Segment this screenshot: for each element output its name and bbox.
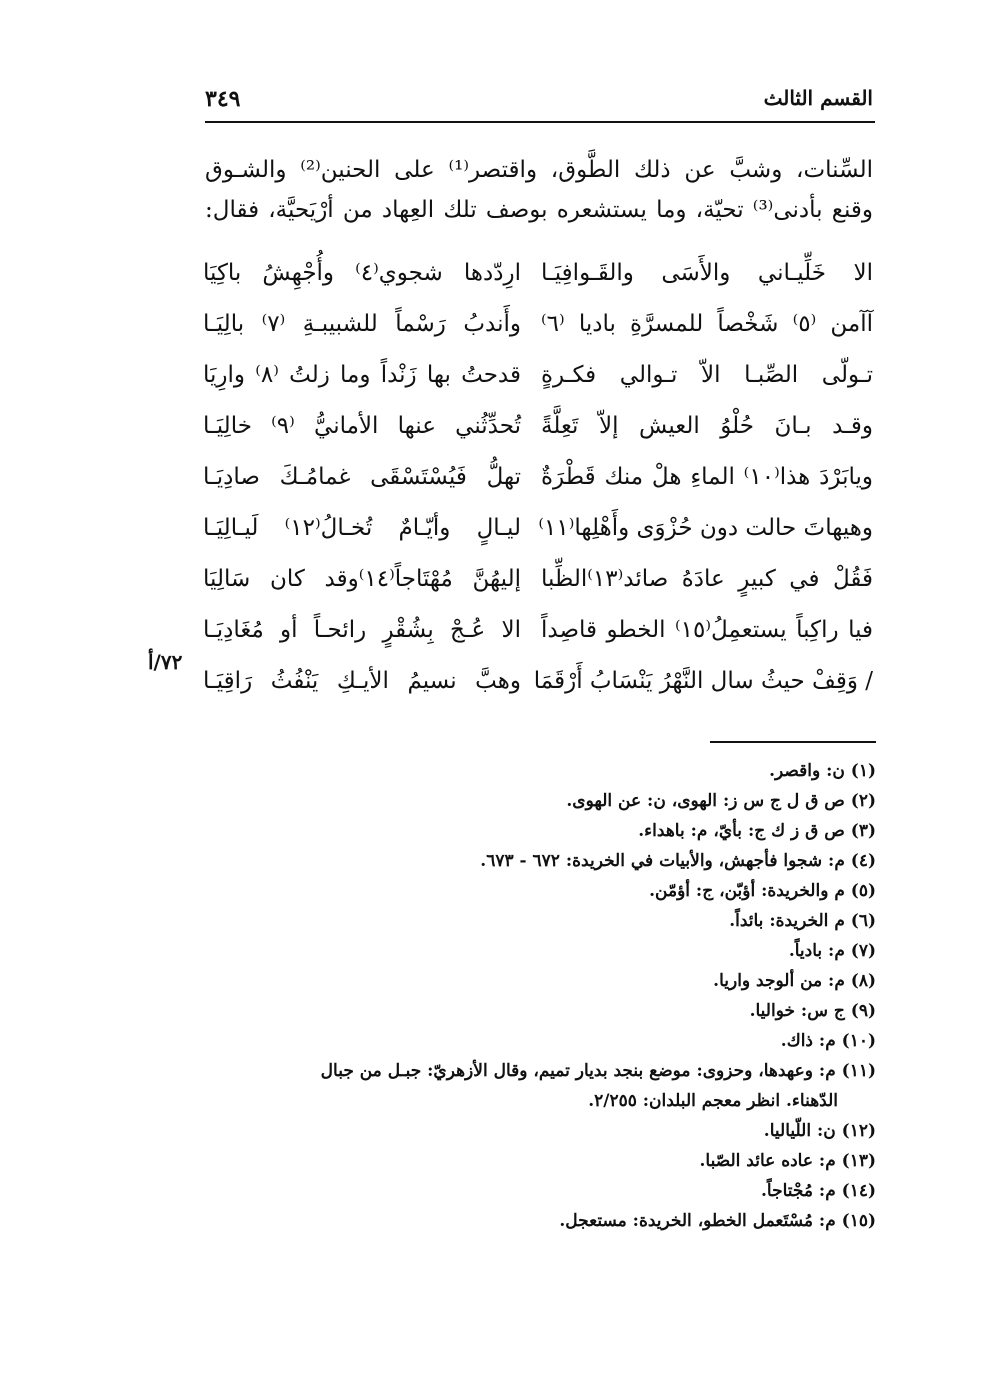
footnote: (٦) م الخريدة: بائداً. xyxy=(729,911,876,931)
manuscript-folio-marker: ٧٢/أ xyxy=(148,650,183,674)
verse-first-hemistich: الا خَلِّيـاني والأَسَى والقَـوافِيَـا xyxy=(541,260,873,286)
verse-first-hemistich: وهيهاتَ حالت دون حُزْوَى وأَهْلِها⁽١١⁾ xyxy=(538,515,873,541)
verse xyxy=(205,253,873,304)
verse xyxy=(205,304,873,355)
verse-second-hemistich: تُحدِّثُني عنها الأمانيُّ ⁽٩⁾ خالِيَـا xyxy=(203,413,521,439)
verse-first-hemistich: ويابَرْدَ هذا⁽١٠⁾ الماءِ هلْ منك قَطْرَةٌ xyxy=(541,464,873,490)
footnote: (١٠) م: ذاك. xyxy=(780,1031,876,1051)
verse xyxy=(205,355,873,406)
footnote-continuation-text: الدّهناء. انظر معجم البلدان: ٢/٢٥٥. xyxy=(588,1091,838,1111)
verse-second-hemistich: تهلُّ فَيُسْتَسْقَى غمامُـكَ صادِيَـا xyxy=(203,464,521,490)
footnote: (٨) م: من ألوجد واريا. xyxy=(713,971,876,991)
footnote: (٣) ص ق ز ك ج: بأيّ، م: باهداء. xyxy=(638,821,876,841)
verse-second-hemistich: قدحتُ بها زَنْداً وما زلتُ ⁽٨⁾ وارِيَا xyxy=(203,362,521,388)
page-header xyxy=(205,86,873,118)
footnote: (١٤) م: مُجْتاجاً. xyxy=(761,1181,876,1201)
section-title: القسم الثالث xyxy=(763,86,873,110)
poem xyxy=(205,253,873,712)
footnote: (٧) م: بادياً. xyxy=(788,941,876,961)
verse-first-hemistich: وقـد بـانَ حُلْوُ العيش إلاّ تَعِلَّةً xyxy=(541,413,873,439)
verse-second-hemistich: ليـالٍ وأيّـامٌ تُخـالُ⁽١٢⁾ لَيـالِيَـا xyxy=(203,515,521,541)
verse xyxy=(205,457,873,508)
page-number: ٣٤٩ xyxy=(205,86,241,112)
verse-first-hemistich: فيا راكِباً يستعمِلُ⁽١٥⁾ الخطو قاصِداً xyxy=(541,617,874,643)
verse-second-hemistich: ارِدّدها شجوي⁽٤⁾ وأُجْهِشُ باكِيَا xyxy=(203,260,521,286)
verse xyxy=(205,508,873,559)
footnote: (١١) م: وعهدها، وحزوى: موضع بنجد بديار تميم، وقال الأزهريّ: جبـل من جبال xyxy=(320,1061,876,1081)
footnote: (١٣) م: عاده عائد الصّبا. xyxy=(699,1151,876,1171)
verse xyxy=(205,559,873,610)
verse-second-hemistich: إليهُنَّ مُهْتَاجاً⁽١٤⁾وقد كان سَالِيَا xyxy=(203,566,521,592)
verse xyxy=(205,661,873,712)
footnotes xyxy=(200,756,876,1236)
verse xyxy=(205,610,873,661)
verse-second-hemistich: وأَندبُ رَسْماً للشبيبـةِ ⁽٧⁾ بالِيَـا xyxy=(203,311,521,337)
footnote: (٢) ص ق ل ج س ز: الهوى، ن: عن الهوى. xyxy=(566,791,876,811)
footnote: (١٢) ن: اللّياليا. xyxy=(763,1121,876,1141)
footnote: (١٥) م: مُسْتَعمل الخطو، الخريدة: مستعجل. xyxy=(559,1211,876,1231)
verse-first-hemistich: تـولّى الصِّبـا الاّ تـوالي فكـرةٍ xyxy=(541,362,873,388)
verse-second-hemistich: الا عُـجْ بِشُقْرٍ رائحـاً أو مُغَادِيَـا xyxy=(203,617,521,643)
footnote: (٩) ج س: خواليا. xyxy=(749,1001,876,1021)
verse-first-hemistich: فَقُلْ في كبيرٍ عادَهُ صائد⁽١٣⁾الظِّبا xyxy=(541,566,873,592)
verse-first-hemistich: / وَقِفْ حيثُ سال النَّهْرُ يَنْسَابُ أَرْقَمَا xyxy=(533,668,873,694)
prose-line: وقنع بأدنى⁽³⁾ تحيّة، وما يستشعره بوصف تلك العِهاد من أرْيَحيَّة، فقال: xyxy=(205,197,873,223)
footnote-continuation xyxy=(200,1086,876,1116)
footnote: (٤) م: شجوا فأجهش، والأبيات في الخريدة: ٦٧٢ - ٦٧٣. xyxy=(480,851,876,871)
verse xyxy=(205,406,873,457)
prose-line: السِّنات، وشبَّ عن ذلك الطَّوق، واقتصر⁽¹⁾ على الحنين⁽²⁾ والشـوق xyxy=(205,157,874,183)
header-rule xyxy=(205,121,875,123)
verse-first-hemistich: آآمن ⁽٥⁾ شَخْصاً للمسرَّةِ باديا ⁽٦⁾ xyxy=(541,311,873,337)
footnote: (٥) م والخريدة: أؤبّن، ج: أؤمّن. xyxy=(649,881,876,901)
verse-second-hemistich: وهبَّ نسيمُ الأيـكِ يَنْفُثُ رَاقِيَـا xyxy=(203,668,521,694)
footnote-separator xyxy=(710,741,876,743)
footnote: (١) ن: واقصر. xyxy=(769,761,876,781)
prose-paragraph xyxy=(205,150,873,230)
